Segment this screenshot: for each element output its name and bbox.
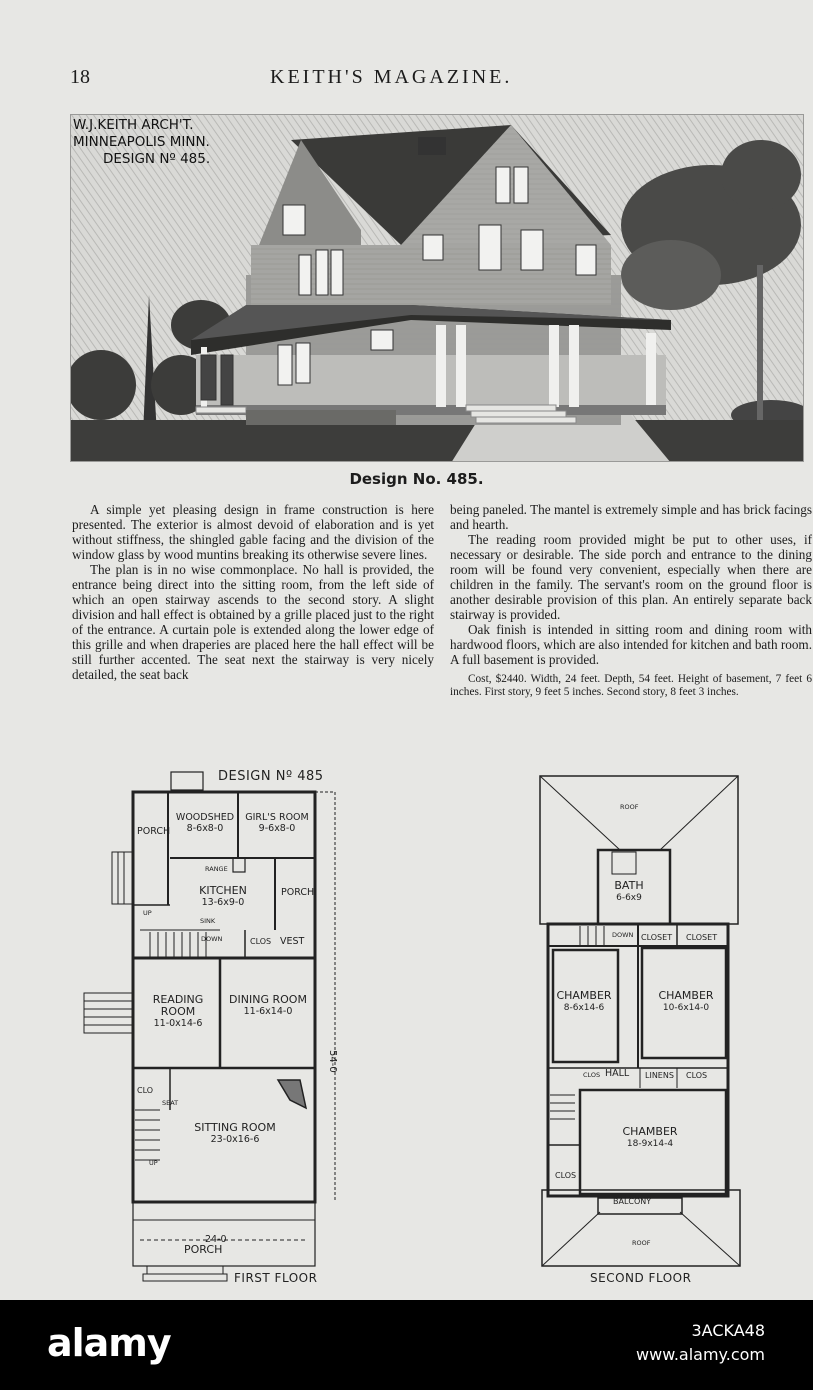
chamber-2-dim: 10-6x14-0 bbox=[662, 1003, 710, 1013]
magazine-header: KEITH'S MAGAZINE. bbox=[270, 66, 513, 88]
girls-room-label bbox=[240, 812, 314, 834]
image-id: 3ACKA48 bbox=[691, 1321, 765, 1340]
chamber-3-label bbox=[600, 1126, 700, 1150]
watermark-bar bbox=[0, 1300, 813, 1390]
girls-room-dim: 9-6x8-0 bbox=[258, 823, 296, 834]
width-dimension: 24-0 bbox=[205, 1234, 227, 1245]
article-paragraph-1: A simple yet pleasing design in frame construction is here presented. The exterior is almost devoid of elaboration and is yet without stiffness, the shingled gable facing and the division of the window glass by wood muntins breaking its otherwise severe lines. bbox=[72, 502, 434, 562]
chamber-1-dim: 8-6x14-6 bbox=[563, 1003, 605, 1013]
hall-label: HALL bbox=[605, 1068, 630, 1079]
bath-label bbox=[606, 880, 652, 904]
dining-room-label bbox=[222, 994, 314, 1018]
second-down-label: DOWN bbox=[612, 931, 634, 939]
kitchen-label bbox=[175, 885, 271, 909]
first-floor-design-label: DESIGN Nº 485 bbox=[218, 769, 324, 784]
watermark-info bbox=[636, 1320, 765, 1368]
sitting-room-name: SITTING ROOM bbox=[194, 1121, 276, 1134]
page-number: 18 bbox=[70, 66, 90, 88]
reading-room-label bbox=[138, 994, 218, 1030]
alamy-logo: alamy bbox=[47, 1321, 171, 1365]
dining-room-dim: 11-6x14-0 bbox=[243, 1006, 293, 1017]
chamber-2-name: CHAMBER bbox=[658, 989, 714, 1002]
stair-down-label: DOWN bbox=[201, 935, 223, 943]
closet-1-label: CLOSET bbox=[641, 933, 673, 942]
clos-2-label: CLOS bbox=[686, 1071, 708, 1080]
specifications: Cost, $2440. Width, 24 feet. Depth, 54 feet. Height of basement, 7 feet 6 inches. First story, 9 feet 5 inches. Second story, 8 feet 3 inches. bbox=[450, 673, 812, 698]
clos-1-label: CLOS bbox=[583, 1071, 601, 1079]
chamber-2-label bbox=[645, 990, 727, 1014]
first-floor-label: FIRST FLOOR bbox=[234, 1271, 318, 1285]
seat-label: SEAT bbox=[162, 1099, 179, 1107]
sink-label: SINK bbox=[200, 917, 216, 925]
bath-name: BATH bbox=[614, 879, 644, 892]
sitting-room-dim: 23-0x16-6 bbox=[210, 1134, 260, 1145]
clos-label: CLOS bbox=[250, 937, 272, 946]
dining-room-name: DINING ROOM bbox=[229, 993, 307, 1006]
watermark-url: www.alamy.com bbox=[636, 1345, 765, 1364]
right-porch-label: PORCH bbox=[281, 887, 315, 898]
sitting-room-label bbox=[180, 1122, 290, 1146]
clos-3-label: CLOS bbox=[555, 1171, 577, 1180]
woodshed-dim: 8-6x8-0 bbox=[186, 823, 224, 834]
depth-dimension: 54-0 bbox=[327, 1050, 338, 1073]
chamber-1-name: CHAMBER bbox=[556, 989, 612, 1002]
closet-2-label: CLOSET bbox=[686, 933, 718, 942]
kitchen-dim: 13-6x9-0 bbox=[201, 897, 245, 908]
article-paragraph-2: The plan is in no wise commonplace. No hall is provided, the entrance being direct into the sitting room, from the left side of which an open stairway ascends to the second story. A slight division and hall effect is obtained by a grille placed just to the right of the entrance. A curtain pole is extended along the lower edge of this grille and when draperies are placed here the hall effect will be still further accented. The seat next the stairway is very nicely detailed, the seat back bbox=[72, 562, 434, 682]
design-title-text: Design No. 485. bbox=[349, 470, 484, 488]
bath-dim: 6-6x9 bbox=[616, 893, 642, 903]
roof-bottom-label: ROOF bbox=[632, 1239, 651, 1247]
kitchen-name: KITCHEN bbox=[199, 884, 247, 897]
clo-label: CLO bbox=[137, 1086, 154, 1095]
woodshed-name: WOODSHED bbox=[175, 812, 235, 823]
chamber-3-dim: 18-9x14-4 bbox=[626, 1139, 674, 1149]
article-paragraph-4: The reading room provided might be put to other uses, if necessary or desirable. The side porch and entrance to the dining room will be found very convenient, especially when there are children in the family. The servant's room on the ground floor is another desirable provision of this plan. An entirely separate back stairway is provided. bbox=[450, 532, 812, 622]
chamber-1-label bbox=[553, 990, 615, 1014]
linens-label: LINENS bbox=[645, 1071, 674, 1080]
stair-up-2-label: UP bbox=[149, 1159, 158, 1167]
architect-line-1: W.J.KEITH ARCH'T. bbox=[73, 117, 194, 133]
reading-room-dim: 11-0x14-6 bbox=[153, 1018, 203, 1029]
front-porch-label: PORCH bbox=[184, 1243, 223, 1256]
roof-top-label: ROOF bbox=[620, 803, 639, 811]
woodshed-label bbox=[172, 812, 238, 834]
article-paragraph-5: Oak finish is intended in sitting room and dining room with hardwood floors, which are also intended for kitchen and bath room. A full basement is provided. bbox=[450, 622, 812, 667]
side-porch-label: PORCH bbox=[137, 826, 171, 837]
architect-line-2: MINNEAPOLIS MINN. bbox=[73, 134, 210, 150]
second-floor-label: SECOND FLOOR bbox=[590, 1271, 692, 1285]
balcony-label: BALCONY bbox=[613, 1197, 652, 1206]
article-paragraph-3: being paneled. The mantel is extremely simple and has brick facings and hearth. bbox=[450, 502, 812, 532]
chamber-3-name: CHAMBER bbox=[622, 1125, 678, 1138]
architect-line-3: DESIGN Nº 485. bbox=[103, 151, 211, 167]
range-label: RANGE bbox=[205, 865, 228, 873]
vest-label: VEST bbox=[280, 936, 305, 947]
girls-room-name: GIRL'S ROOM bbox=[245, 812, 309, 823]
stair-up-label: UP bbox=[143, 909, 152, 917]
reading-room-name: READING ROOM bbox=[152, 993, 204, 1018]
